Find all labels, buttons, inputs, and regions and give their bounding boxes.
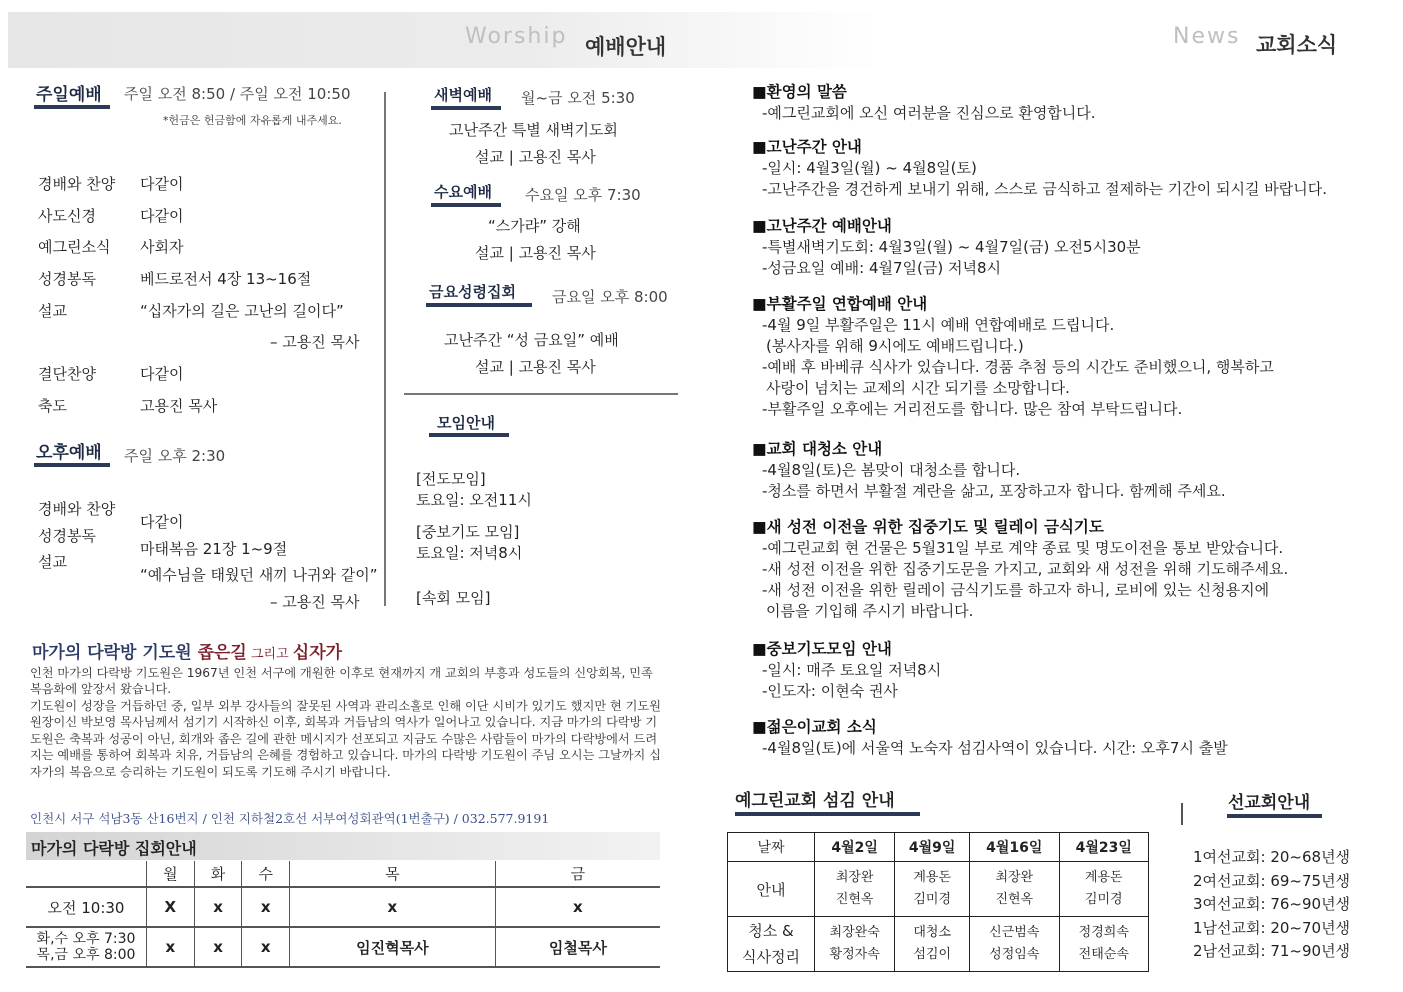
cell: X [147, 887, 195, 927]
serve-name: 진현옥 [995, 892, 1034, 907]
cell: 임진혁목사 [290, 927, 496, 967]
afternoon-value: “예수님을 태웠던 새끼 나귀와 같이” [140, 566, 378, 584]
serve-name: 신근범속 [989, 925, 1040, 940]
order-value: 고용진 목사 [140, 397, 218, 415]
mission-item: 2남선교회: 71~90년생 [1193, 942, 1351, 960]
news-line: -4월8일(토)은 봄맞이 대청소를 합니다. [762, 461, 1021, 479]
order-value: “십자가의 길은 고난의 길이다” [140, 302, 344, 320]
day-header: 목 [290, 861, 496, 887]
offering-note: *헌금은 헌금함에 자유롭게 내주세요. [163, 114, 342, 127]
row-label-line: 화,수 오후 7:30 [36, 931, 136, 947]
dawn-line1: 고난주간 특별 새벽기도회 [449, 121, 618, 139]
news-line: (봉사자를 위해 9시에도 예배드립니다.) [766, 337, 1024, 355]
order-item: 축도 [38, 397, 67, 415]
serve-cell [1059, 862, 1148, 917]
serve-row [728, 862, 1149, 917]
serve-name: 김미경 [913, 892, 952, 907]
news-line: -성금요일 예배: 4월7일(금) 저녁8시 [762, 259, 1001, 277]
order-item: 사도신경 [38, 207, 96, 225]
serve-head: 4월16일 [970, 833, 1059, 862]
news-en-title: News [1173, 24, 1241, 49]
order-value: 다같이 [140, 365, 184, 383]
order-value: 베드로전서 4장 13~16절 [140, 270, 312, 288]
wednesday-time: 수요일 오후 7:30 [525, 186, 641, 204]
mission-title: 선교회안내 [1228, 793, 1311, 813]
news-item [752, 80, 1392, 135]
serve-head: 4월2일 [815, 833, 895, 862]
schedule-title: 마가의 다락방 집회안내 [31, 839, 197, 858]
cell: x [147, 927, 195, 967]
news-line: -고난주간을 경건하게 보내기 위해, 스스로 금식하고 절제하는 기간이 되시길 바랍니다. [762, 180, 1328, 198]
meeting-time: 토요일: 저녁8시 [416, 544, 523, 562]
prayer-house-paragraph: 인천 마가의 다락방 기도원은 1967년 인천 서구에 개원한 이후로 현재까지 개 교회의 부흥과 성도들의 신앙회복, 민족 복음화에 앞장서 왔습니다. [30, 666, 653, 697]
afternoon-item: 성경봉독 [38, 527, 96, 545]
worship-ko-title: 예배안내 [585, 35, 667, 59]
day-header: 수 [242, 861, 290, 887]
serve-cell [970, 917, 1059, 972]
news-line: -일시: 4월3일(월) ~ 4월8일(토) [762, 159, 977, 177]
serve-name: 최장완 [995, 870, 1034, 885]
order-item: 예그린소식 [38, 238, 111, 256]
row-label: 오전 10:30 [26, 887, 147, 927]
news-line: -4월8일(토)에 서울역 노숙자 섬김사역이 있습니다. 시간: 오후7시 출발 [762, 739, 1228, 757]
news-line: -청소를 하면서 부활절 계란을 삶고, 포장하고자 합니다. 함께해 주세요. [762, 482, 1226, 500]
wednesday-underline [431, 203, 501, 207]
wednesday-title: 수요예배 [434, 183, 492, 201]
sunday-title: 주일예배 [36, 85, 102, 105]
mission-divider [1181, 803, 1183, 825]
order-item: 성경봉독 [38, 270, 96, 288]
serve-head: 날짜 [728, 833, 815, 862]
news-title: ■새 성전 이전을 위한 집중기도 및 릴레이 금식기도 [752, 518, 1104, 536]
news-item [752, 715, 1392, 758]
afternoon-item: 경배와 찬양 [38, 500, 116, 518]
news-line: -인도자: 이현숙 권사 [762, 682, 898, 700]
cell: x [242, 927, 290, 967]
schedule-table [26, 861, 660, 968]
serve-cell [895, 917, 970, 972]
news-line: -새 성전 이전을 위한 릴레이 금식기도를 하고자 하니, 로비에 있는 신청용지에 [762, 581, 1270, 599]
prayer-house-title [32, 638, 342, 663]
serve-row [728, 917, 1149, 972]
news-title: ■고난주간 안내 [752, 138, 862, 156]
news-line: 이름을 기입해 주시기 바랍니다. [766, 602, 974, 620]
friday-underline [426, 303, 532, 307]
order-value: 다같이 [140, 175, 184, 193]
prayer-house-address: 인천시 서구 석남3동 산16번지 / 인천 지하철2호선 서부여성회관역(1번출구) / 032.577.9191 [30, 811, 550, 826]
schedule-corner [26, 861, 147, 887]
dawn-underline [431, 106, 501, 110]
afternoon-value: 마태복음 21장 1~9절 [140, 540, 288, 558]
news-item [752, 437, 1392, 515]
cell: x [194, 927, 242, 967]
meetings-underline [429, 433, 509, 437]
title-part: 마가의 다락방 기도원 [32, 643, 198, 663]
news-title: ■젊은이교회 소식 [752, 718, 877, 736]
serve-name: 대청소 [913, 925, 952, 940]
friday-time: 금요일 오후 8:00 [552, 288, 668, 306]
title-part: 좁은길 [197, 643, 247, 663]
news-title: ■교회 대청소 안내 [752, 440, 883, 458]
afternoon-title: 오후예배 [36, 443, 102, 463]
serve-label-line: 식사정리 [742, 948, 800, 966]
row-label [26, 927, 147, 967]
day-header: 금 [570, 865, 586, 883]
news-line: -부활주일 오후에는 거리전도를 합니다. 많은 참여 부탁드립니다. [762, 400, 1183, 418]
sunday-time: 주일 오전 8:50 / 주일 오전 10:50 [124, 85, 351, 103]
serve-row-label [728, 917, 815, 972]
afternoon-item: 설교 [38, 553, 67, 571]
afternoon-value: 다같이 [140, 513, 184, 531]
worship-en-title: Worship [465, 24, 568, 49]
column-divider [384, 92, 386, 606]
day-header: 월 [147, 861, 195, 887]
news-line: -예그린교회 현 건물은 5월31일 부로 계약 종료 및 명도이전을 통보 받았습니다. [762, 539, 1284, 557]
serve-cell [970, 862, 1059, 917]
serve-name: 황정자속 [829, 947, 880, 962]
mission-item: 3여선교회: 76~90년생 [1193, 895, 1351, 913]
order-value: 사회자 [140, 238, 184, 256]
news-list [752, 80, 1392, 758]
mission-underline [1227, 814, 1322, 818]
serve-cell [815, 862, 895, 917]
schedule-row [26, 887, 660, 927]
serve-name: 김미경 [1084, 892, 1123, 907]
news-line: -4월 9일 부활주일은 11시 예배 연합예배로 드립니다. [762, 316, 1115, 334]
serve-head-row [728, 833, 1149, 862]
cell: x [290, 887, 496, 927]
schedule-head-row [26, 861, 660, 887]
sunday-underline [34, 105, 110, 109]
news-line: -새 성전 이전을 위한 집중기도문을 가지고, 교회와 새 성전을 위해 기도해주세요. [762, 560, 1289, 578]
dawn-title: 새벽예배 [434, 86, 492, 104]
friday-line1: 고난주간 “성 금요일” 예배 [444, 331, 619, 349]
news-item [752, 135, 1392, 214]
serve-underline [735, 812, 920, 816]
prayer-house-paragraph2: 기도원이 성장을 거듭하던 중, 일부 외부 강사들의 잘못된 사역과 관리소홀로 인해 이단 시비가 있기도 했지만 현 기도원 원장이신 박보영 목사님께서 섬기기 시작하신 이후, 회복과 거듭남의 역사가 일어나고 있습니다. 지금 마가의 다락방 기도원은 축복과 성공이 아닌, 회개와 좁은 길에 관한 메시지가 선포되고 지금도 수많은 사람들이 마가의 다락방에서 드려지는 예배를 통하여 회복과 치유, 거듭남의 은혜를 경험하고 있습니다. 마가의 다락방 기도원이 주님 오시는 그날까지 십자가의 복음으로 승리하는 기도원이 되도록 기도해 주시기 바랍니다. [30, 699, 661, 779]
mission-list [1193, 846, 1350, 964]
afternoon-time: 주일 오후 2:30 [124, 447, 226, 465]
news-ko-title: 교회소식 [1256, 33, 1338, 57]
news-line: -특별새벽기도회: 4월3일(월) ~ 4월7일(금) 오전5시30분 [762, 238, 1141, 256]
header-band [8, 12, 880, 68]
title-part: 십자가 [292, 643, 343, 663]
news-line: -예그린교회에 오신 여러분을 진심으로 환영합니다. [762, 104, 1096, 122]
friday-line2: 설교 | 고용진 목사 [475, 358, 596, 376]
wednesday-line2: 설교 | 고용진 목사 [475, 244, 596, 262]
day-header: 화 [194, 861, 242, 887]
serve-name: 섬김이 [913, 947, 952, 962]
news-item [752, 515, 1392, 637]
serve-name: 정경희속 [1078, 925, 1129, 940]
serve-title: 예그린교회 섬김 안내 [735, 791, 895, 811]
cell: x [242, 887, 290, 927]
serve-label-line: 청소 & [748, 922, 794, 940]
serve-name: 최장완숙 [829, 925, 880, 940]
wednesday-line1: “스가랴” 강해 [488, 217, 581, 235]
afternoon-underline [34, 463, 110, 467]
sunday-preacher: – 고용진 목사 [270, 333, 360, 351]
dawn-line2: 설교 | 고용진 목사 [475, 148, 596, 166]
news-line: -일시: 매주 토요일 저녁8시 [762, 661, 942, 679]
afternoon-preacher: – 고용진 목사 [270, 593, 360, 611]
row-label-line: 목,금 오후 8:00 [36, 947, 136, 963]
meeting-time: 토요일: 오전11시 [416, 491, 532, 509]
news-title: ■환영의 말씀 [752, 83, 847, 101]
title-part: 그리고 [246, 647, 293, 662]
serve-cell [815, 917, 895, 972]
news-title: ■고난주간 예배안내 [752, 217, 892, 235]
news-line: 사랑이 넘치는 교제의 시간 되기를 소망합니다. [766, 379, 1070, 397]
friday-title: 금요성령집회 [429, 283, 516, 301]
serve-name: 진현옥 [835, 892, 874, 907]
serve-head: 4월23일 [1059, 833, 1148, 862]
order-item: 경배와 찬양 [38, 175, 116, 193]
serve-cell [895, 862, 970, 917]
mission-item: 1여선교회: 20~68년생 [1193, 848, 1351, 866]
serve-head: 4월9일 [895, 833, 970, 862]
news-title: ■부활주일 연합예배 안내 [752, 295, 928, 313]
serve-name: 계용돈 [913, 870, 952, 885]
dawn-time: 월~금 오전 5:30 [521, 89, 635, 107]
order-item: 결단찬양 [38, 365, 96, 383]
cell: x [573, 898, 583, 916]
meeting-name: [중보기도 모임] [416, 523, 520, 541]
serve-name: 성정임속 [989, 947, 1040, 962]
serve-cell [1059, 917, 1148, 972]
mission-item: 1남선교회: 20~70년생 [1193, 918, 1351, 937]
meetings-title: 모임안내 [437, 414, 495, 432]
serve-name: 전태순속 [1078, 947, 1129, 962]
serve-name: 최장완 [835, 870, 874, 885]
serve-row-label: 안내 [728, 862, 815, 917]
news-line: -예배 후 바베큐 식사가 있습니다. 경품 추첨 등의 시간도 준비했으니, 행복하고 [762, 358, 1274, 376]
meeting-name: [속회 모임] [416, 589, 491, 607]
serve-table [727, 832, 1149, 972]
cell: 임철목사 [548, 938, 607, 957]
meeting-divider [404, 393, 678, 395]
news-item [752, 637, 1392, 715]
mission-item: 2여선교회: 69~75년생 [1193, 871, 1351, 890]
cell: x [194, 887, 242, 927]
order-item: 설교 [38, 302, 67, 320]
news-title: ■중보기도모임 안내 [752, 640, 892, 658]
news-item [752, 292, 1392, 437]
meeting-name: [전도모임] [416, 470, 486, 488]
order-value: 다같이 [140, 207, 184, 225]
serve-name: 계용돈 [1084, 870, 1123, 885]
schedule-row [26, 927, 660, 967]
news-item [752, 214, 1392, 292]
